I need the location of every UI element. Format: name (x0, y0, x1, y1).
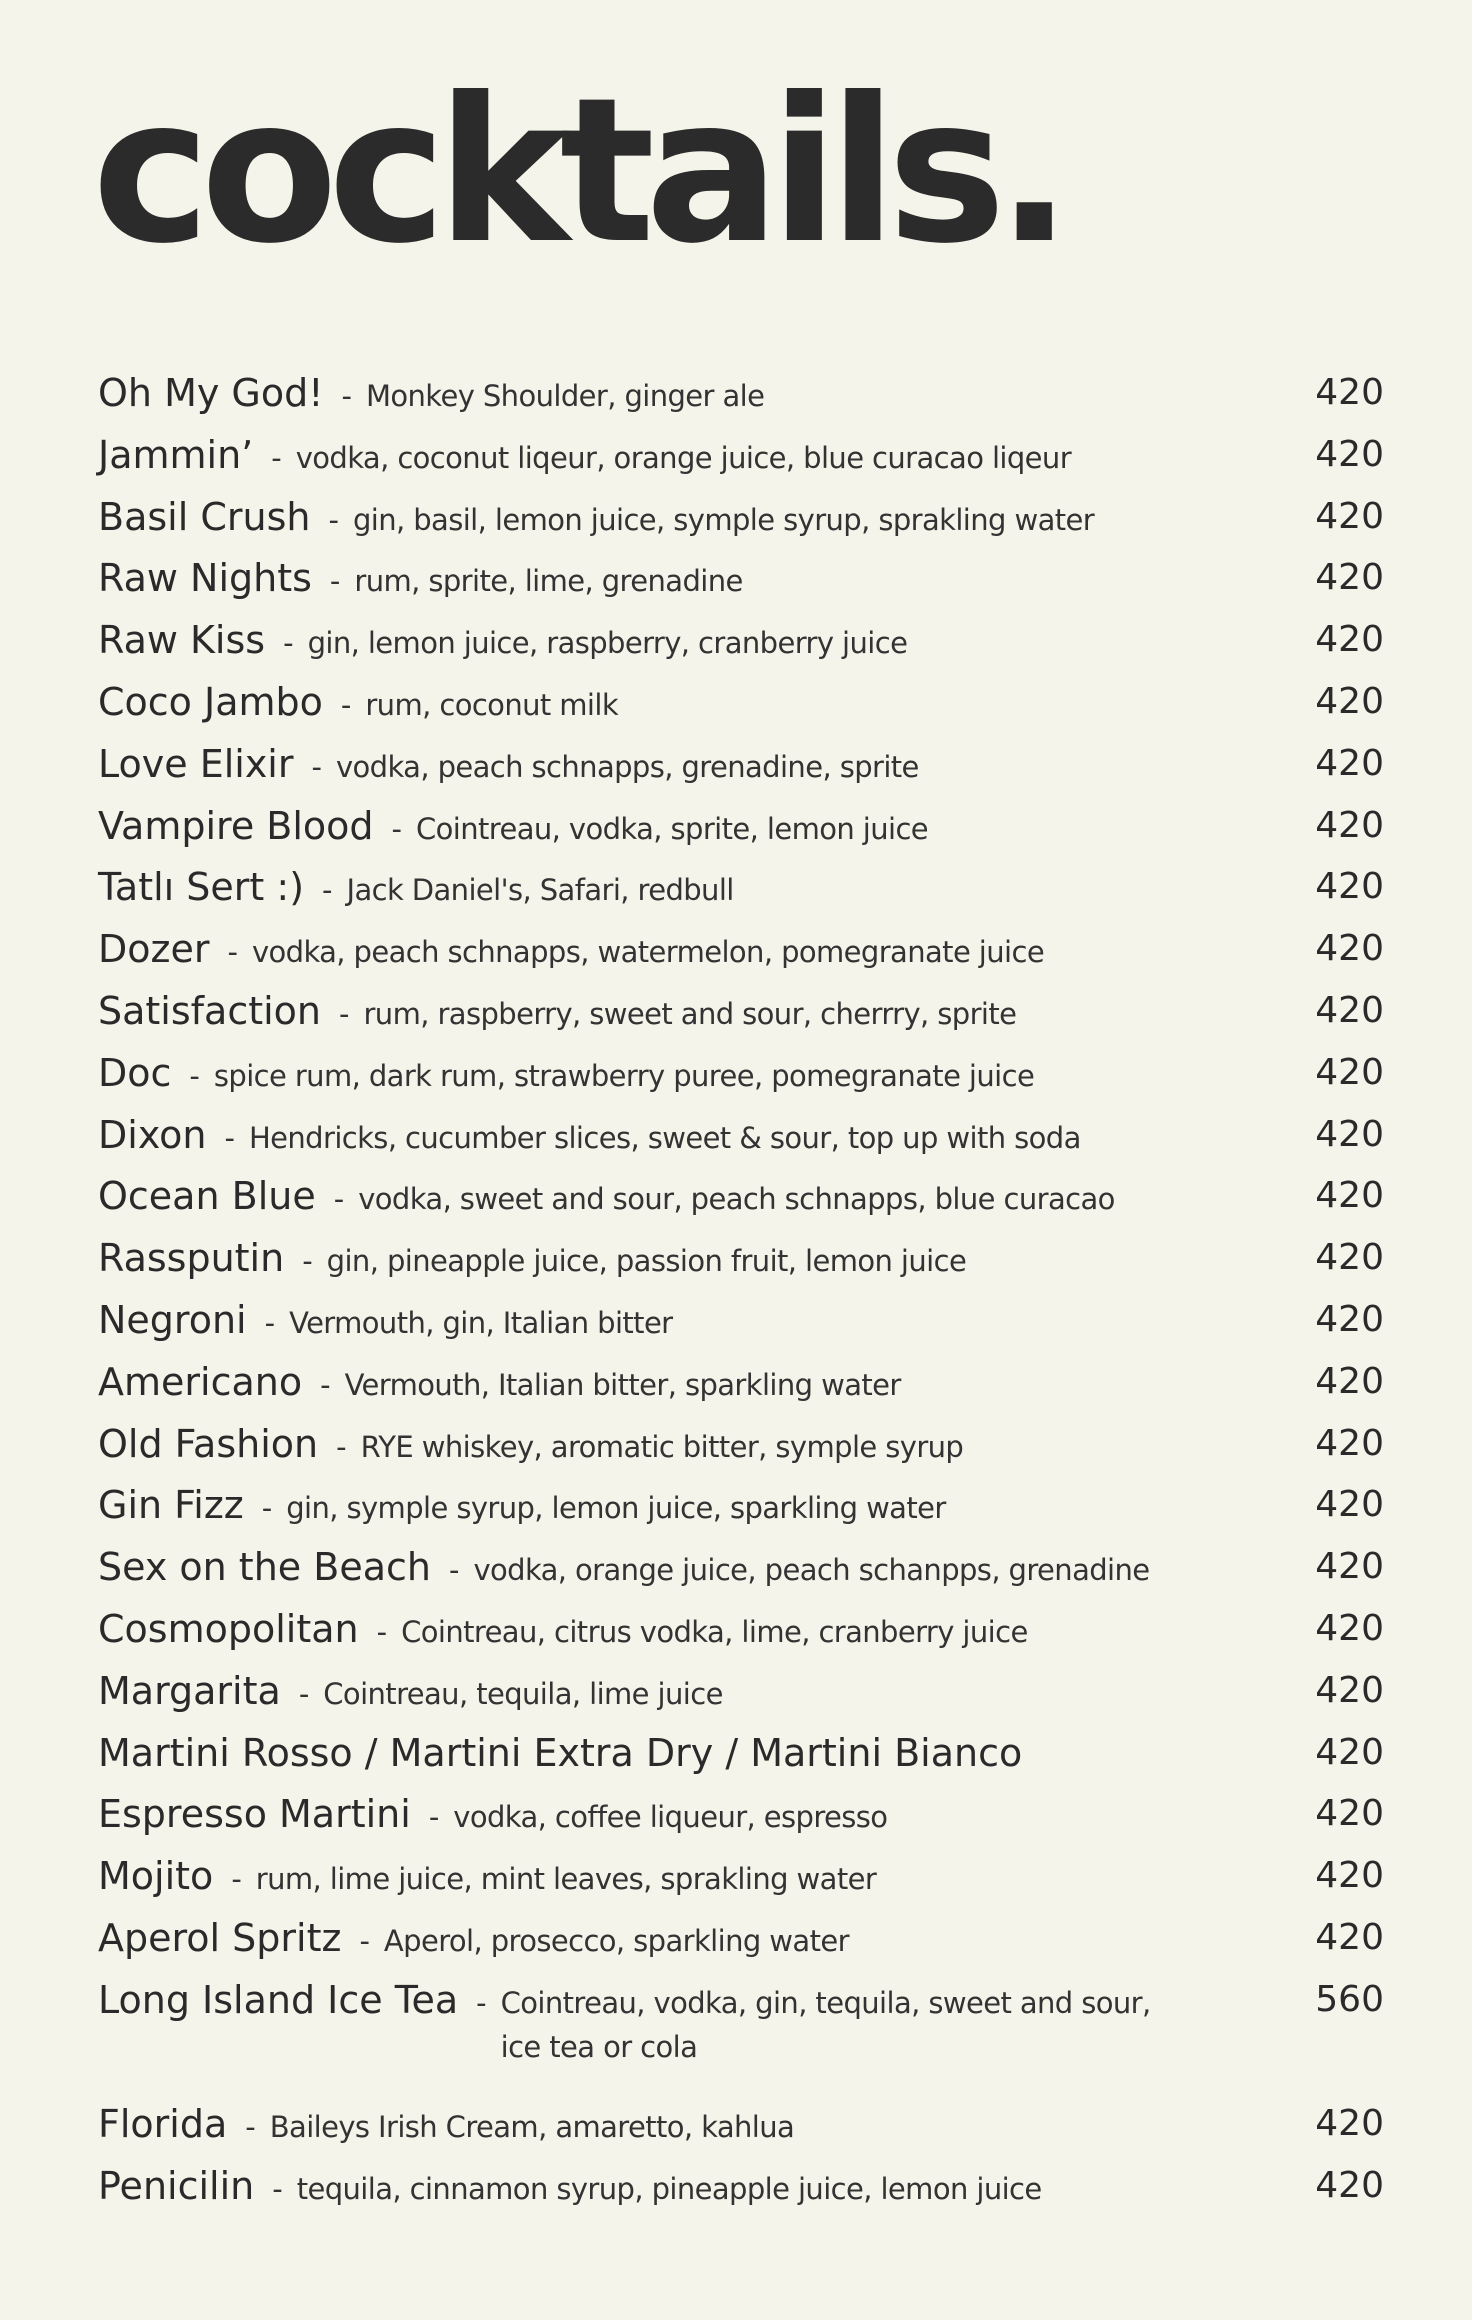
cocktail-price: 420 (1315, 619, 1384, 661)
cocktail-name: Ocean Blue (98, 1174, 316, 1219)
cocktail-ingredients-line-1: Cointreau, vodka, gin, tequila, sweet and sour, (500, 1985, 1151, 2020)
cocktail-ingredients: vodka, sweet and sour, peach schnapps, blue curacao (358, 1182, 1115, 1217)
cocktail-price: 420 (1315, 1113, 1384, 1155)
cocktail-ingredients: Hendricks, cucumber slices, sweet & sour, top up with soda (248, 1120, 1081, 1155)
cocktail-list (98, 369, 1384, 2223)
cocktail-price: 420 (1315, 1669, 1384, 1711)
cocktail-price: 420 (1315, 557, 1384, 599)
list-item: Gin Fizz - gin, symple syrup, lemon juice, sparkling water 420 (98, 1481, 1378, 1543)
list-item: Raw Nights - rum, sprite, lime, grenadine 420 (98, 554, 1378, 616)
cocktail-name: Rassputin (98, 1236, 285, 1281)
cocktail-ingredients: Vermouth, gin, Italian bitter (289, 1305, 673, 1340)
cocktail-name: Love Elixir (98, 741, 294, 786)
cocktail-name: Cosmopolitan (98, 1606, 359, 1651)
cocktail-price: 420 (1315, 989, 1384, 1031)
cocktail-price: 420 (1315, 1546, 1384, 1588)
cocktail-name: Jammin’ (98, 432, 254, 477)
cocktail-price: 420 (1315, 1484, 1384, 1526)
list-item: Cosmopolitan - Cointreau, citrus vodka, lime, cranberry juice 420 (98, 1605, 1378, 1667)
list-item: Raw Kiss - gin, lemon juice, raspberry, cranberry juice 420 (98, 616, 1378, 678)
cocktail-name: Negroni (98, 1297, 247, 1342)
list-item: Americano - Vermouth, Italian bitter, sparkling water 420 (98, 1358, 1378, 1420)
cocktail-price: 420 (1315, 1855, 1384, 1897)
cocktail-price: 420 (1315, 1360, 1384, 1402)
cocktail-ingredients: Baileys Irish Cream, amaretto, kahlua (269, 2109, 795, 2144)
list-item: Negroni - Vermouth, gin, Italian bitter 420 (98, 1296, 1378, 1358)
cocktail-name: Oh My God! (98, 371, 324, 415)
cocktail-name: Doc (98, 1050, 172, 1095)
cocktail-ingredients: vodka, orange juice, peach schanpps, grenadine (473, 1553, 1150, 1588)
cocktail-ingredients: gin, lemon juice, raspberry, cranberry juice (307, 626, 908, 661)
cocktail-name: Florida (98, 2101, 228, 2146)
cocktail-name: Espresso Martini (98, 1792, 411, 1837)
list-item: Long Island Ice Tea - Cointreau, vodka, gin, tequila, sweet and sour, ice tea or cola 560 (98, 1976, 1378, 2100)
cocktail-price: 420 (1315, 2164, 1384, 2206)
list-item (98, 1729, 1384, 1791)
cocktail-price: 420 (1315, 1422, 1384, 1464)
cocktail-name: Satisfaction (98, 988, 322, 1033)
list-item: Aperol Spritz - Aperol, prosecco, sparkling water 420 (98, 1914, 1378, 1976)
cocktail-price: 420 (1315, 866, 1384, 908)
cocktail-name: Mojito (98, 1854, 214, 1899)
cocktail-ingredients: Jack Daniel's, Safari, redbull (346, 873, 734, 908)
cocktail-ingredients-line-2: ice tea or cola (500, 2029, 698, 2064)
cocktail-name: Raw Nights (98, 556, 312, 601)
cocktail-name: Gin Fizz (98, 1483, 244, 1528)
cocktail-ingredients: Cointreau, tequila, lime juice (323, 1676, 723, 1711)
cocktail-name: Basil Crush (98, 494, 311, 539)
cocktail-name: Raw Kiss (98, 618, 266, 663)
cocktail-price: 420 (1315, 1731, 1384, 1773)
list-item: Mojito - rum, lime juice, mint leaves, sprakling water 420 (98, 1852, 1378, 1914)
cocktail-ingredients: vodka, peach schnapps, grenadine, sprite (335, 749, 919, 784)
cocktail-name: Martini Rosso / Martini Extra Dry / Martini Bianco (98, 1730, 1023, 1775)
cocktail-name: Tatlı Sert :) (98, 865, 305, 910)
cocktail-price: 420 (1315, 680, 1384, 722)
cocktail-ingredients: gin, symple syrup, lemon juice, sparkling water (286, 1491, 946, 1526)
list-item: Espresso Martini - vodka, coffee liqueur, espresso 420 (98, 1790, 1378, 1852)
list-item: Satisfaction - rum, raspberry, sweet and sour, cherrry, sprite 420 (98, 987, 1378, 1049)
cocktail-ingredients: gin, basil, lemon juice, symple syrup, sprakling water (352, 502, 1095, 537)
cocktail-price: 560 (1315, 1978, 1384, 2020)
cocktail-name: Vampire Blood (98, 803, 374, 848)
cocktail-price: 420 (1315, 1237, 1384, 1279)
cocktail-ingredients: RYE whiskey, aromatic bitter, symple syrup (360, 1429, 964, 1464)
cocktail-price: 420 (1315, 433, 1384, 475)
cocktail-ingredients: gin, pineapple juice, passion fruit, lemon juice (326, 1244, 967, 1279)
cocktail-price: 420 (1315, 2102, 1384, 2144)
cocktail-ingredients: vodka, coconut liqeur, orange juice, blue curacao liqeur (295, 440, 1072, 475)
cocktail-price: 420 (1315, 928, 1384, 970)
list-item: Jammin’ - vodka, coconut liqeur, orange juice, blue curacao liqeur 420 (98, 431, 1378, 493)
cocktail-price: 420 (1315, 1298, 1384, 1340)
list-item: Basil Crush - gin, basil, lemon juice, symple syrup, sprakling water 420 (98, 493, 1378, 555)
cocktail-name: Penicilin (98, 2163, 255, 2208)
list-item: Rassputin - gin, pineapple juice, passion fruit, lemon juice 420 (98, 1234, 1378, 1296)
list-item: Tatlı Sert :) - Jack Daniel's, Safari, redbull 420 (98, 863, 1378, 925)
list-item: Margarita - Cointreau, tequila, lime juice 420 (98, 1667, 1378, 1729)
cocktail-ingredients: Aperol, prosecco, sparkling water (383, 1923, 849, 1958)
cocktail-ingredients: rum, coconut milk (365, 687, 619, 722)
list-item: Coco Jambo - rum, coconut milk 420 (98, 678, 1378, 740)
cocktail-name: Margarita (98, 1668, 281, 1713)
list-item: Love Elixir - vodka, peach schnapps, grenadine, sprite 420 (98, 740, 1378, 802)
cocktail-price: 420 (1315, 804, 1384, 846)
list-item: Old Fashion - RYE whiskey, aromatic bitter, symple syrup 420 (98, 1420, 1378, 1482)
list-item: Dixon - Hendricks, cucumber slices, sweet & sour, top up with soda 420 (98, 1111, 1378, 1173)
cocktail-name: Aperol Spritz (98, 1915, 342, 1960)
cocktail-price: 420 (1315, 1793, 1384, 1835)
list-item: Doc - spice rum, dark rum, strawberry puree, pomegranate juice 420 (98, 1049, 1378, 1111)
cocktail-name: Long Island Ice Tea (98, 1977, 459, 2022)
cocktail-ingredients: rum, sprite, lime, grenadine (354, 564, 743, 599)
cocktail-name: Americano (98, 1359, 303, 1404)
cocktail-price: 420 (1315, 495, 1384, 537)
list-item: Sex on the Beach - vodka, orange juice, peach schanpps, grenadine 420 (98, 1543, 1378, 1605)
cocktail-ingredients: Monkey Shoulder, ginger ale (365, 379, 765, 413)
cocktail-ingredients: vodka, coffee liqueur, espresso (453, 1800, 888, 1835)
list-item: Penicilin - tequila, cinnamon syrup, pineapple juice, lemon juice 420 (98, 2162, 1378, 2224)
cocktail-name: Sex on the Beach (98, 1545, 431, 1590)
cocktail-name: Dixon (98, 1112, 207, 1157)
list-item: Florida - Baileys Irish Cream, amaretto, kahlua 420 (98, 2100, 1378, 2162)
list-item: Oh My God! - Monkey Shoulder, ginger ale 420 (98, 369, 1378, 431)
cocktail-ingredients: Cointreau, citrus vodka, lime, cranberry juice (401, 1614, 1028, 1649)
cocktail-name: Coco Jambo (98, 679, 323, 724)
cocktail-ingredients: spice rum, dark rum, strawberry puree, pomegranate juice (213, 1058, 1035, 1093)
cocktail-price: 420 (1315, 1051, 1384, 1093)
cocktail-ingredients: tequila, cinnamon syrup, pineapple juice, lemon juice (296, 2171, 1042, 2206)
cocktail-ingredients: rum, raspberry, sweet and sour, cherrry, sprite (363, 996, 1017, 1031)
cocktail-price: 420 (1315, 1916, 1384, 1958)
cocktail-price: 420 (1315, 1175, 1384, 1217)
cocktail-price: 420 (1315, 742, 1384, 784)
cocktail-name: Dozer (98, 927, 210, 972)
cocktail-ingredients: rum, lime juice, mint leaves, sprakling water (255, 1862, 877, 1897)
cocktail-ingredients (501, 1981, 1151, 2069)
list-item: Vampire Blood - Cointreau, vodka, sprite, lemon juice 420 (98, 802, 1378, 864)
cocktail-price: 420 (1315, 372, 1384, 413)
cocktail-ingredients: vodka, peach schnapps, watermelon, pomegranate juice (251, 935, 1045, 970)
cocktail-name: Old Fashion (98, 1421, 319, 1466)
list-item: Dozer - vodka, peach schnapps, watermelon, pomegranate juice 420 (98, 925, 1378, 987)
page-title: cocktails. (92, 55, 1063, 288)
cocktail-ingredients: Cointreau, vodka, sprite, lemon juice (416, 811, 929, 846)
list-item: Ocean Blue - vodka, sweet and sour, peach schnapps, blue curacao 420 (98, 1172, 1378, 1234)
cocktail-ingredients: Vermouth, Italian bitter, sparkling water (344, 1367, 901, 1402)
cocktail-price: 420 (1315, 1607, 1384, 1649)
